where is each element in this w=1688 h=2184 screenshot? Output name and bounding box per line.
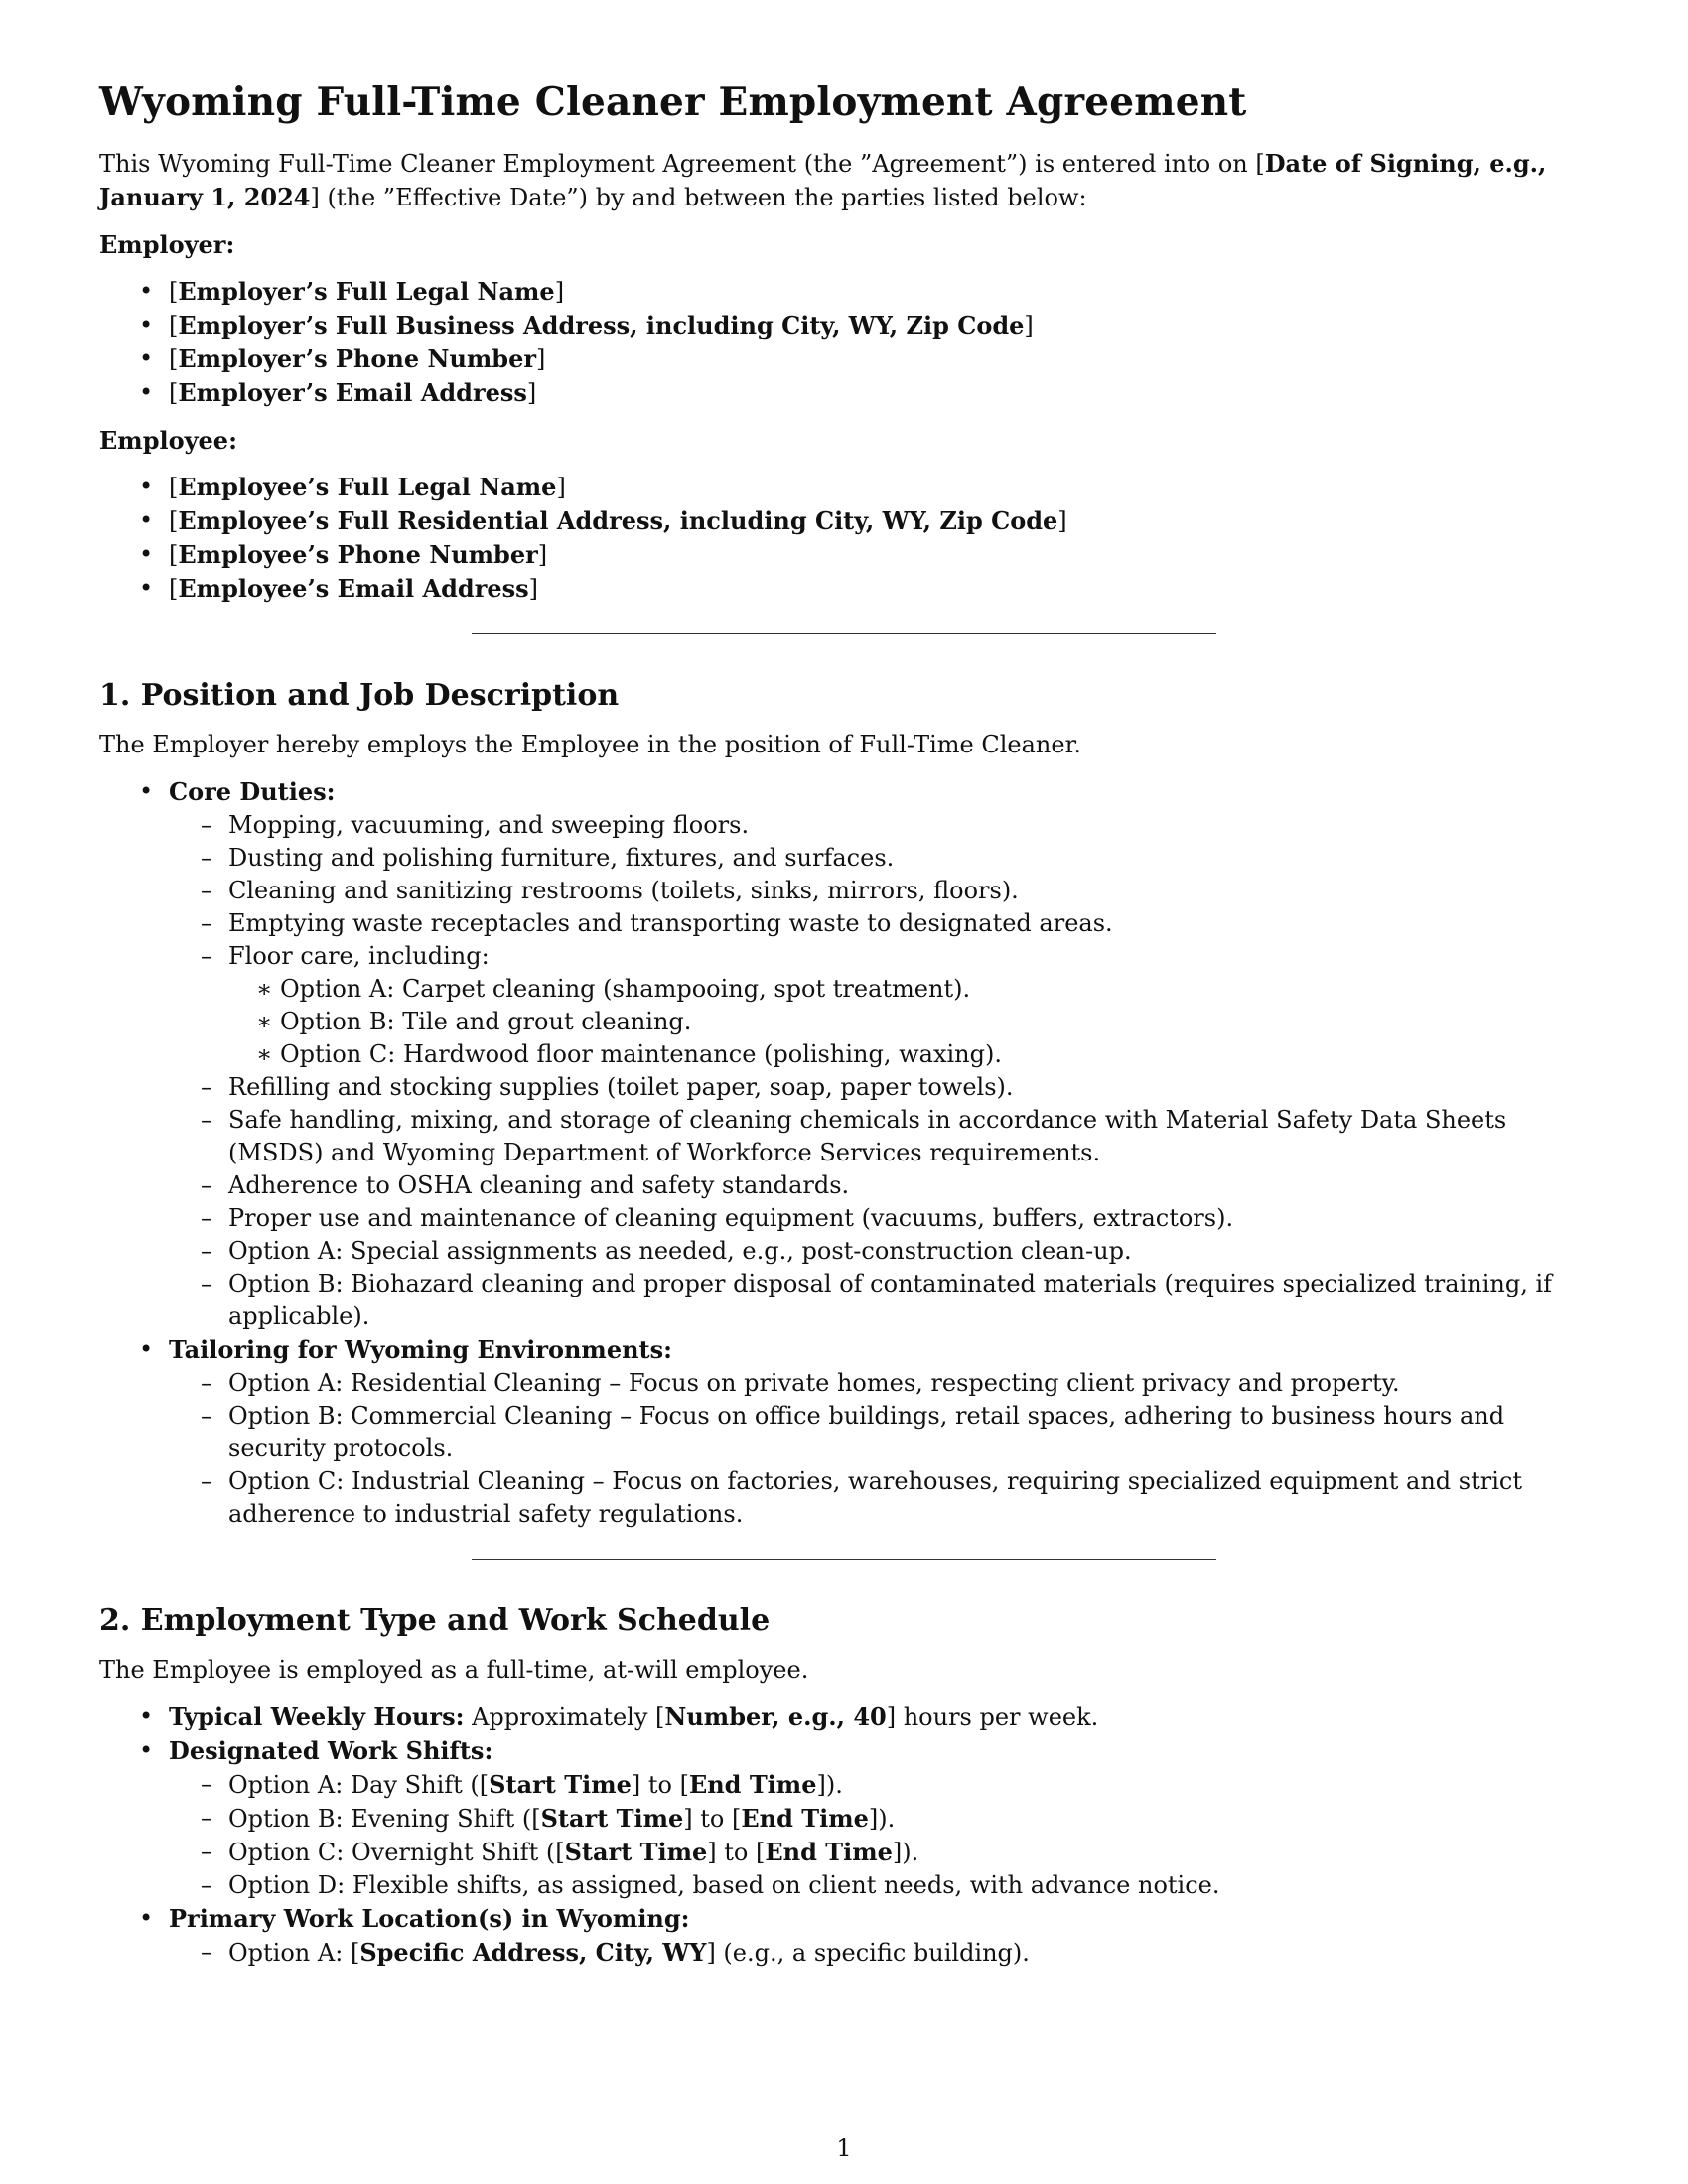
employee-phone-field: Employee’s Phone Number — [178, 540, 538, 569]
section-2-list — [99, 1701, 1589, 1970]
employee-list — [99, 471, 1589, 606]
list-item: ∗ Option B: Tile and grout cleaning. — [228, 1006, 1589, 1038]
weekly-hours-text: Approximately [ — [464, 1704, 665, 1731]
location-option-text-end: ] (e.g., a specific building). — [706, 1939, 1030, 1967]
list-item: • [Employer’s Full Business Address, including City, WY, Zip Code] — [99, 309, 1589, 342]
weekly-hours-text-end: ] hours per week. — [886, 1704, 1099, 1731]
document-page — [99, 79, 1589, 1983]
tailoring-item — [99, 1333, 1589, 1531]
end-time-placeholder: End Time — [688, 1770, 817, 1799]
effective-date-placeholder: Date of Signing, e.g., January 1, 2024 — [99, 149, 1547, 211]
shift-b-label: Option B: Evening Shift ( — [228, 1805, 532, 1833]
weekly-hours-item — [99, 1701, 1589, 1734]
intro-paragraph — [99, 147, 1589, 214]
employer-name-field: Employer’s Full Legal Name — [178, 277, 555, 306]
tailoring-label: Tailoring for Wyoming Environments: — [169, 1335, 672, 1364]
tailoring-list — [169, 1367, 1589, 1531]
list-item: – Option B: Biohazard cleaning and proper disposal of contaminated materials (requires specialized training, if applicable). — [169, 1268, 1589, 1333]
start-time-placeholder: Start Time — [540, 1804, 684, 1833]
employee-email-field: Employee’s Email Address — [178, 574, 529, 603]
floor-care-label: Floor care, including: — [228, 942, 490, 970]
end-time-placeholder: End Time — [741, 1804, 869, 1833]
employer-address-field: Employer’s Full Business Address, including City, WY, Zip Code — [178, 311, 1025, 340]
list-item: – Option B: Evening Shift ([Start Time] to [End Time]). — [169, 1802, 1589, 1836]
list-item: • [Employer’s Email Address] — [99, 376, 1589, 410]
employee-label: Employee: — [99, 426, 237, 455]
page-number: 1 — [836, 2134, 852, 2162]
list-item: – Option D: Flexible shifts, as assigned, based on client needs, with advance notice. — [169, 1869, 1589, 1902]
employer-label: Employer: — [99, 230, 235, 259]
section-divider — [472, 633, 1216, 634]
list-item: ∗ Option C: Hardwood floor maintenance (polishing, waxing). — [228, 1038, 1589, 1071]
work-shifts-list — [169, 1768, 1589, 1902]
work-location-label: Primary Work Location(s) in Wyoming: — [169, 1904, 690, 1933]
employer-list — [99, 275, 1589, 410]
list-item: – Mopping, vacuuming, and sweeping floors. — [169, 809, 1589, 842]
section-divider — [472, 1559, 1216, 1560]
section-1-heading: 1. Position and Job Description — [99, 678, 620, 713]
start-time-placeholder: Start Time — [564, 1838, 708, 1866]
list-item: • [Employer’s Full Legal Name] — [99, 275, 1589, 309]
list-item: • [Employee’s Phone Number] — [99, 538, 1589, 572]
section-2-intro: The Employee is employed as a full-time, at-will employee. — [99, 1656, 809, 1684]
list-item — [169, 1936, 1589, 1970]
list-item: – Option A: Day Shift ([Start Time] to [End Time]). — [169, 1768, 1589, 1802]
list-item: – Emptying waste receptacles and transporting waste to designated areas. — [169, 907, 1589, 940]
weekly-hours-label: Typical Weekly Hours: — [169, 1703, 465, 1731]
core-duties-item — [99, 775, 1589, 1333]
weekly-hours-placeholder: Number, e.g., 40 — [664, 1703, 887, 1731]
employee-address-field: Employee’s Full Residential Address, including City, WY, Zip Code — [178, 506, 1058, 535]
list-item: – Option A: Residential Cleaning – Focus on private homes, respecting client privacy and property. — [169, 1367, 1589, 1400]
core-duties-list — [169, 809, 1589, 1333]
location-option-text: Option A: [ — [228, 1939, 360, 1967]
work-shifts-item — [99, 1734, 1589, 1902]
floor-care-options — [228, 973, 1589, 1071]
location-address-placeholder: Specific Address, City, WY — [359, 1938, 707, 1967]
intro-text-end: ] (the ”Effective Date”) by and between the parties listed below: — [310, 184, 1087, 211]
list-item: ∗ Option A: Carpet cleaning (shampooing, spot treatment). — [228, 973, 1589, 1006]
work-location-item — [99, 1902, 1589, 1970]
list-item: – Refilling and stocking supplies (toilet paper, soap, paper towels). — [169, 1071, 1589, 1104]
list-item: • [Employee’s Full Legal Name] — [99, 471, 1589, 504]
list-item: – Cleaning and sanitizing restrooms (toilets, sinks, mirrors, floors). — [169, 875, 1589, 907]
work-shifts-label: Designated Work Shifts: — [169, 1736, 493, 1765]
start-time-placeholder: Start Time — [489, 1770, 632, 1799]
section-1-intro: The Employer hereby employs the Employee in the position of Full-Time Cleaner. — [99, 731, 1082, 758]
employer-email-field: Employer’s Email Address — [178, 378, 527, 407]
employer-phone-field: Employer’s Phone Number — [178, 344, 536, 373]
list-item: – Option A: Special assignments as needed, e.g., post-construction clean-up. — [169, 1235, 1589, 1268]
document-title: Wyoming Full-Time Cleaner Employment Agreement — [99, 79, 1247, 125]
shift-c-label: Option C: Overnight Shift ( — [228, 1839, 556, 1866]
section-2-heading: 2. Employment Type and Work Schedule — [99, 1603, 771, 1638]
list-item: – Proper use and maintenance of cleaning equipment (vacuums, buffers, extractors). — [169, 1202, 1589, 1235]
core-duties-label: Core Duties: — [169, 777, 336, 806]
work-location-list — [169, 1936, 1589, 1970]
list-item: – Option B: Commercial Cleaning – Focus on office buildings, retail spaces, adhering to business hours and security protocols. — [169, 1400, 1589, 1465]
list-item: – Option C: Industrial Cleaning – Focus on factories, warehouses, requiring specialized equipment and strict adherence to industrial safety regulations. — [169, 1465, 1589, 1531]
shift-a-label: Option A: Day Shift ( — [228, 1771, 480, 1799]
end-time-placeholder: End Time — [765, 1838, 893, 1866]
section-1-list — [99, 775, 1589, 1531]
floor-care-item — [169, 940, 1589, 1071]
list-item: – Adherence to OSHA cleaning and safety standards. — [169, 1169, 1589, 1202]
list-item: • [Employee’s Full Residential Address, including City, WY, Zip Code] — [99, 504, 1589, 538]
employee-name-field: Employee’s Full Legal Name — [178, 473, 557, 501]
list-item: – Option C: Overnight Shift ([Start Time] to [End Time]). — [169, 1836, 1589, 1869]
intro-text: This Wyoming Full-Time Cleaner Employment Agreement (the ”Agreement”) is entered into on [ — [99, 150, 1265, 178]
list-item: – Dusting and polishing furniture, fixtures, and surfaces. — [169, 842, 1589, 875]
list-item: • [Employer’s Phone Number] — [99, 342, 1589, 376]
list-item: • [Employee’s Email Address] — [99, 572, 1589, 606]
list-item: – Safe handling, mixing, and storage of cleaning chemicals in accordance with Material Safety Data Sheets (MSDS) and Wyoming Department of Workforce Services requirements. — [169, 1104, 1589, 1169]
